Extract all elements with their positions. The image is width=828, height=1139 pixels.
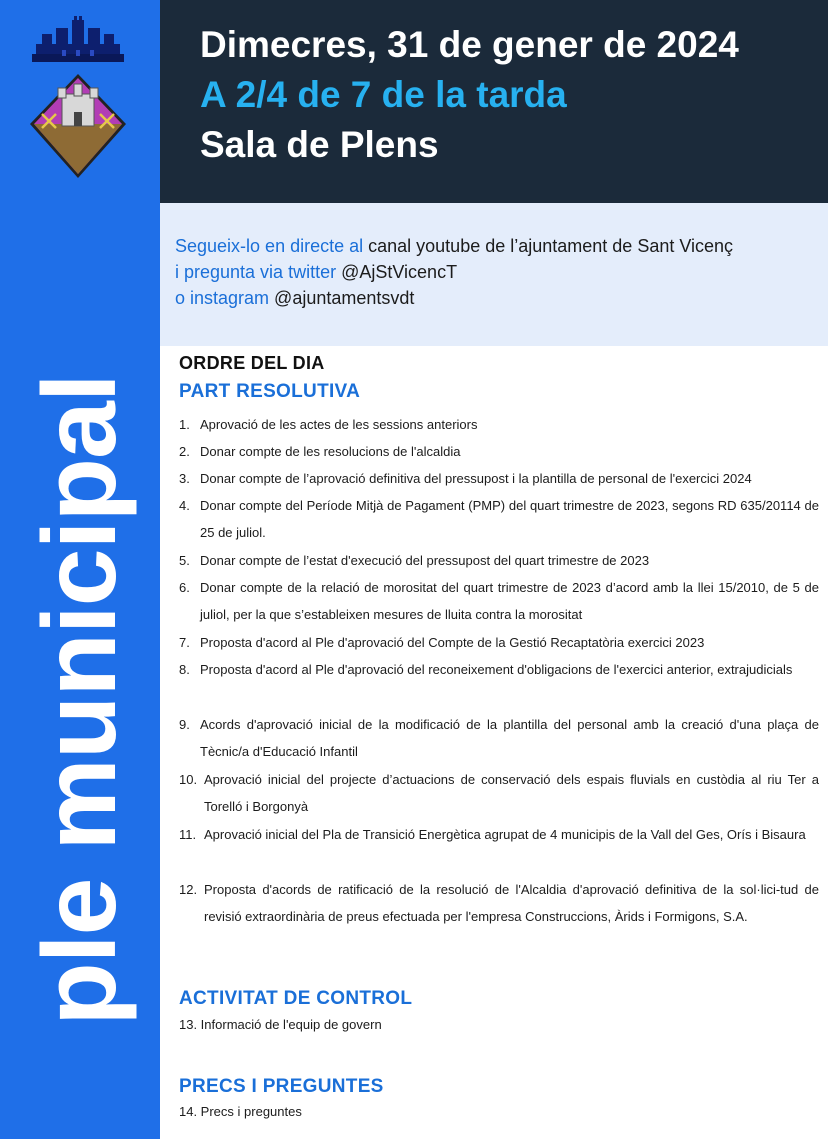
event-date: Dimecres, 31 de gener de 2024 — [200, 24, 739, 65]
agenda-item-text: Aprovació inicial del projecte d’actuacions de conservació dels espais fluvials en custòdia al riu Ter a Torelló i Borgonyà — [204, 772, 819, 814]
agenda-heading: ORDRE DEL DIA — [179, 353, 325, 373]
agenda-item-number: 4. — [179, 498, 190, 513]
agenda-item-number: 1. — [179, 417, 190, 432]
agenda-item-3 — [179, 465, 819, 492]
event-time: A 2/4 de 7 de la tarda — [200, 74, 567, 115]
twitter-handle-link[interactable]: @AjStVicencT — [336, 262, 458, 282]
agenda-item-text: Aprovació inicial del Pla de Transició Energètica agrupat de 4 municipis de la Vall del Ges, Orís i Bisaura — [204, 827, 806, 842]
stream-line-instagram — [175, 285, 414, 311]
agenda-item-text: Donar compte del Període Mitjà de Pagament (PMP) del quart trimestre de 2023, segons RD 635/20114 de 25 de juliol. — [200, 498, 819, 540]
shield-icon — [30, 74, 126, 178]
youtube-prompt: Segueix-lo en directe al — [175, 236, 364, 256]
section-part-resolutiva: PART RESOLUTIVA — [179, 381, 361, 402]
agenda-item-number: 6. — [179, 580, 190, 595]
event-header — [160, 0, 828, 203]
agenda-item-number: 11. — [179, 827, 197, 842]
agenda-item-number: 5. — [179, 553, 190, 568]
stream-info — [160, 203, 828, 346]
agenda-item-number: 9. — [179, 717, 190, 732]
agenda-item-number: 12. — [179, 882, 198, 897]
agenda-item-11 — [179, 821, 819, 848]
instagram-prompt: o instagram — [175, 288, 270, 308]
agenda-item-text: Donar compte de les resolucions de l'alcaldia — [200, 444, 461, 459]
agenda-item-text: Proposta d'acords de ratificació de la resolució de l'Alcaldia d'aprovació definitiva de la sol·lici-tud de revisió extraordinària de preus efectuada per l'empresa Construccions, Àrids i Formigons, S.A. — [204, 882, 819, 924]
instagram-handle-link[interactable]: @ajuntamentsvdt — [269, 288, 415, 308]
agenda-item-10 — [179, 766, 819, 820]
agenda-item-text: 13. Informació de l'equip de govern — [179, 1017, 382, 1032]
sidebar — [0, 0, 160, 1139]
agenda-item-text: Aprovació de les actes de les sessions anteriors — [200, 417, 478, 432]
vertical-title: ple municipal — [22, 374, 138, 1026]
agenda-item-text: Donar compte de l’estat d'execució del pressupost del quart trimestre de 2023 — [200, 553, 650, 568]
agenda-item-text: Proposta d'acord al Ple d'aprovació del Compte de la Gestió Recaptatòria exercici 2023 — [200, 635, 705, 650]
agenda-item-text: 14. Precs i preguntes — [179, 1104, 302, 1119]
agenda-item-14 — [179, 1098, 819, 1125]
stream-line-youtube — [175, 233, 733, 259]
agenda — [160, 346, 828, 1139]
agenda-item-12 — [179, 876, 819, 930]
agenda-item-number: 3. — [179, 471, 190, 486]
agenda-item-1 — [179, 411, 819, 438]
agenda-item-text: Donar compte de l’aprovació definitiva del pressupost i la plantilla de personal de l'exercici 2024 — [200, 471, 752, 486]
youtube-channel-link[interactable]: canal youtube de l’ajuntament de Sant Vicenç — [363, 236, 734, 256]
stream-line-twitter — [175, 259, 457, 285]
section-precs-preguntes: PRECS I PREGUNTES — [179, 1076, 384, 1097]
agenda-item-13 — [179, 1011, 819, 1038]
agenda-item-text: Acords d'aprovació inicial de la modificació de la plantilla del personal amb la creació d'una plaça de Tècnic/a d'Educació Infantil — [200, 717, 819, 759]
agenda-item-4 — [179, 492, 819, 546]
agenda-item-number: 8. — [179, 662, 190, 677]
section-activitat-control: ACTIVITAT DE CONTROL — [179, 988, 413, 1009]
event-place: Sala de Plens — [200, 124, 439, 165]
agenda-item-8 — [179, 656, 819, 683]
twitter-prompt: i pregunta via twitter — [175, 262, 337, 282]
agenda-item-number: 2. — [179, 444, 190, 459]
agenda-item-text: Donar compte de la relació de morositat del quart trimestre de 2023 d’acord amb la llei 15/2010, de 5 de juliol, per la que s’estableixen mesures de lluita contra la morositat — [200, 580, 819, 622]
agenda-item-9 — [179, 711, 819, 765]
coat-of-arms-logo — [22, 14, 134, 182]
agenda-item-6 — [179, 574, 819, 628]
agenda-item-number: 10. — [179, 772, 198, 787]
agenda-item-5 — [179, 547, 819, 574]
agenda-item-7 — [179, 629, 819, 656]
agenda-item-2 — [179, 438, 819, 465]
crown-icon — [32, 16, 124, 62]
agenda-item-number: 7. — [179, 635, 190, 650]
agenda-item-text: Proposta d'acord al Ple d'aprovació del reconeixement d'obligacions de l'exercici anterior, extrajudicials — [200, 662, 793, 677]
